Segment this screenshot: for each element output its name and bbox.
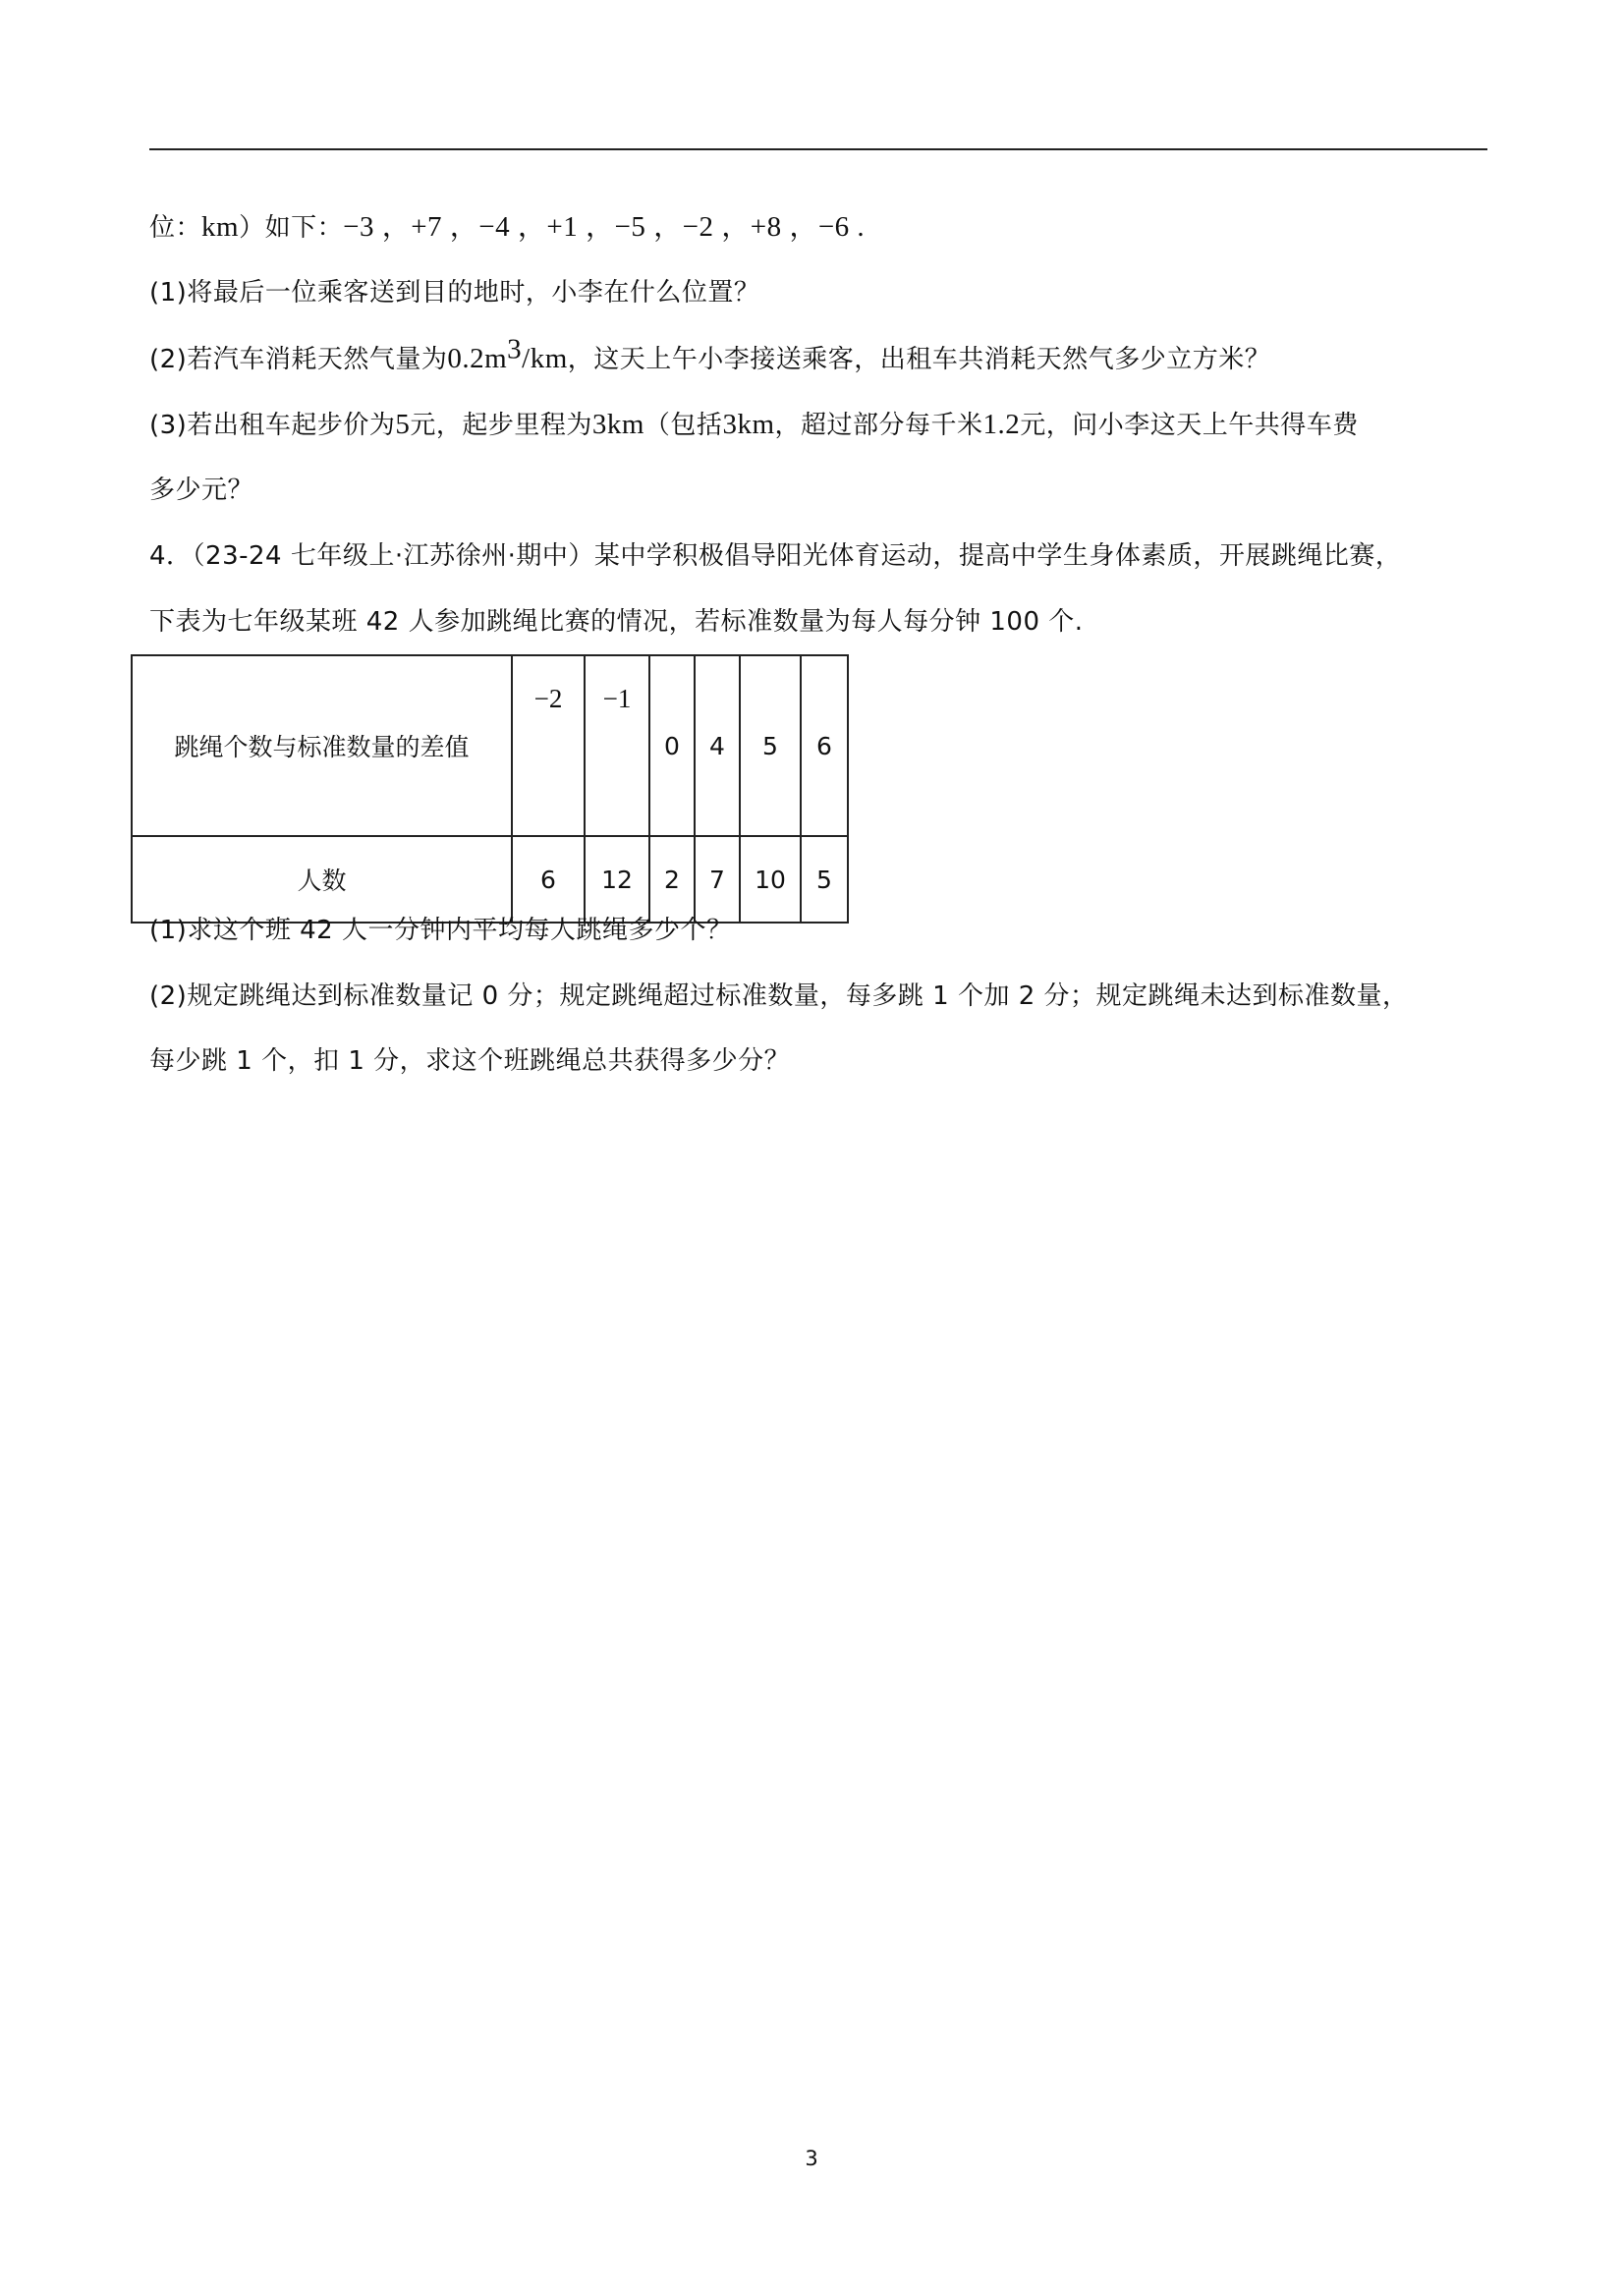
text-segment: (3)若出租车起步价为: [149, 411, 396, 440]
table-row: [132, 836, 848, 923]
question-4-title: 4．（23-24 七年级上·江苏徐州·期中）某中学积极倡导阳光体育运动，提高中学生身体素质，开展跳绳比赛，: [149, 541, 1402, 571]
jump-rope-table: [131, 654, 849, 924]
table-cell: 5: [801, 836, 848, 923]
text-segment: 3km: [591, 409, 644, 440]
text-segment: 5: [395, 409, 411, 440]
table-cell: 5: [740, 655, 801, 836]
text-segment: 位：: [149, 213, 202, 243]
question-3-part-3-cont: 多少元？: [149, 476, 254, 505]
text-segment: /km: [522, 343, 568, 374]
text-segment: (2)若汽车消耗天然气量为: [149, 345, 448, 374]
text-line-units: [149, 210, 865, 245]
table-cell: 12: [585, 836, 649, 923]
table-cell: 7: [695, 836, 740, 923]
text-segment: ，超过部分每千米: [774, 411, 983, 440]
text-segment: （包括: [644, 411, 723, 440]
table-cell: −1: [585, 655, 649, 836]
table-cell: 2: [649, 836, 695, 923]
text-segment: ）如下：: [239, 213, 344, 243]
table-row: [132, 655, 848, 836]
question-3-part-1: (1)将最后一位乘客送到目的地时，小李在什么位置？: [149, 278, 760, 308]
question-4-part-2-cont: 每少跳 1 个，扣 1 分，求这个班跳绳总共获得多少分？: [149, 1046, 791, 1076]
question-4-part-1: (1)求这个班 42 人一分钟内平均每人跳绳多少个？: [149, 916, 733, 945]
text-segment: 元，起步里程为: [410, 411, 592, 440]
table-cell: 0: [649, 655, 695, 836]
table-cell: 4: [695, 655, 740, 836]
superscript: 3: [507, 333, 523, 365]
text-segment: ，这天上午小李接送乘客，出租车共消耗天然气多少立方米？: [567, 345, 1271, 374]
question-3-part-3: [149, 408, 1359, 442]
text-segment: −3 ，+7 ，−4 ，+1 ，−5 ，−2 ，+8 ，−6 .: [343, 211, 866, 243]
table-row-header: 跳绳个数与标准数量的差值: [132, 655, 512, 836]
table-cell: 6: [801, 655, 848, 836]
text-segment: 元，问小李这天上午共得车费: [1020, 411, 1359, 440]
text-segment: 0.2m: [447, 343, 508, 374]
page-number: 3: [805, 2147, 818, 2170]
text-segment: 3km: [722, 409, 775, 440]
question-3-part-2: [149, 333, 1271, 376]
question-4-part-2: (2)规定跳绳达到标准数量记 0 分；规定跳绳超过标准数量，每多跳 1 个加 2 分；规定跳绳未达到标准数量，: [149, 981, 1409, 1011]
text-segment: km: [201, 211, 240, 243]
table-cell: 10: [740, 836, 801, 923]
table-cell: −2: [512, 655, 585, 836]
table-cell: 6: [512, 836, 585, 923]
table-row-header: 人数: [132, 836, 512, 923]
question-4-desc: 下表为七年级某班 42 人参加跳绳比赛的情况，若标准数量为每人每分钟 100 个.: [149, 607, 1084, 637]
header-rule: [149, 148, 1487, 150]
text-segment: 1.2: [982, 409, 1021, 440]
